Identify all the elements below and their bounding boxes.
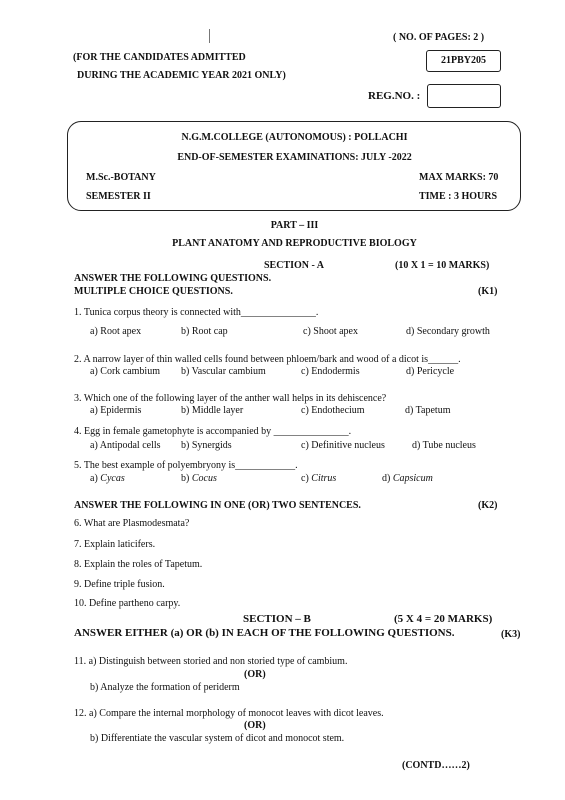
q11-or: (OR) xyxy=(244,669,266,680)
q4-option-d: d) Tube nucleus xyxy=(412,440,476,451)
section-b-marks: (5 X 4 = 20 MARKS) xyxy=(394,613,493,625)
q3-option-c: c) Endothecium xyxy=(301,405,365,416)
section-a-instruction: ANSWER THE FOLLOWING QUESTIONS. xyxy=(74,273,272,284)
question-10: 10. Define partheno carpy. xyxy=(74,598,181,609)
question-11b: b) Analyze the formation of periderm xyxy=(90,682,240,693)
part-title: PART – III xyxy=(270,220,319,231)
q1-option-d: d) Secondary growth xyxy=(406,326,490,337)
q1-option-a: a) Root apex xyxy=(90,326,142,337)
course-name: M.Sc.-BOTANY xyxy=(86,172,156,183)
section-b-title: SECTION – B xyxy=(243,613,311,625)
header-divider xyxy=(209,29,210,43)
page-count: ( NO. OF PAGES: 2 ) xyxy=(393,32,485,43)
q5-option-b: b) Cocus xyxy=(181,473,217,484)
q5-option-c: c) Citrus xyxy=(301,473,337,484)
q5-option-a: a) Cycas xyxy=(90,473,125,484)
short-answer-level: (K2) xyxy=(478,500,498,511)
q1-option-b: b) Root cap xyxy=(181,326,228,337)
regno-label: REG.NO. : xyxy=(368,90,421,102)
q3-option-d: d) Tapetum xyxy=(405,405,451,416)
q4-option-a: a) Antipodal cells xyxy=(90,440,161,451)
question-6: 6. What are Plasmodesmata? xyxy=(74,518,190,529)
mcq-level: (K1) xyxy=(478,286,498,297)
q2-option-a: a) Cork cambium xyxy=(90,366,160,377)
q5-option-d: d) Capsicum xyxy=(382,473,433,484)
q2-option-d: d) Pericycle xyxy=(406,366,455,377)
exam-time: TIME : 3 HOURS xyxy=(419,191,498,202)
college-name: N.G.M.COLLEGE (AUTONOMOUS) : POLLACHI xyxy=(181,132,408,143)
exam-title: END-OF-SEMESTER EXAMINATIONS: JULY -2022 xyxy=(177,152,412,163)
mcq-instruction: MULTIPLE CHOICE QUESTIONS. xyxy=(74,286,233,297)
question-7: 7. Explain laticifers. xyxy=(74,539,156,550)
question-12a: 12. a) Compare the internal morphology of monocot leaves with dicot leaves. xyxy=(74,708,384,719)
section-a-marks: (10 X 1 = 10 MARKS) xyxy=(395,260,490,271)
question-8: 8. Explain the roles of Tapetum. xyxy=(74,559,203,570)
question-4: 4. Egg in female gametophyte is accompanied by _______________. xyxy=(74,426,352,437)
question-3: 3. Which one of the following layer of the anther wall helps in its dehiscence? xyxy=(74,393,387,404)
section-b-instruction: ANSWER EITHER (a) OR (b) IN EACH OF THE FOLLOWING QUESTIONS. xyxy=(74,627,455,639)
question-9: 9. Define triple fusion. xyxy=(74,579,165,590)
q12-or: (OR) xyxy=(244,720,266,731)
question-5: 5. The best example of polyembryony is____________. xyxy=(74,460,298,471)
question-11a: 11. a) Distinguish between storied and non storied type of cambium. xyxy=(74,656,348,667)
section-a-title: SECTION - A xyxy=(264,260,325,271)
regno-field[interactable] xyxy=(427,84,501,108)
q2-option-c: c) Endodermis xyxy=(301,366,360,377)
semester: SEMESTER II xyxy=(86,191,151,202)
q2-option-b: b) Vascular cambium xyxy=(181,366,266,377)
q4-option-c: c) Definitive nucleus xyxy=(301,440,385,451)
subject-code-box xyxy=(426,50,501,72)
continued-footer: (CONTD……2) xyxy=(402,760,470,771)
short-answer-instruction: ANSWER THE FOLLOWING IN ONE (OR) TWO SENTENCES. xyxy=(74,500,361,511)
question-2: 2. A narrow layer of thin walled cells found between phloem/bark and wood of a dicot is______. xyxy=(74,354,461,365)
question-12b: b) Differentiate the vascular system of dicot and monocot stem. xyxy=(90,733,345,744)
q3-option-a: a) Epidermis xyxy=(90,405,142,416)
max-marks: MAX MARKS: 70 xyxy=(419,172,499,183)
subject-code: 21PBY205 xyxy=(441,55,486,66)
admission-note-line2: DURING THE ACADEMIC YEAR 2021 ONLY) xyxy=(77,70,286,81)
section-b-level: (K3) xyxy=(501,629,521,640)
subject-title: PLANT ANATOMY AND REPRODUCTIVE BIOLOGY xyxy=(172,238,417,249)
admission-note-line1: (FOR THE CANDIDATES ADMITTED xyxy=(73,52,246,63)
q1-option-c: c) Shoot apex xyxy=(303,326,358,337)
question-1: 1. Tunica corpus theory is connected with_______________. xyxy=(74,307,319,318)
q4-option-b: b) Synergids xyxy=(181,440,232,451)
q3-option-b: b) Middle layer xyxy=(181,405,244,416)
